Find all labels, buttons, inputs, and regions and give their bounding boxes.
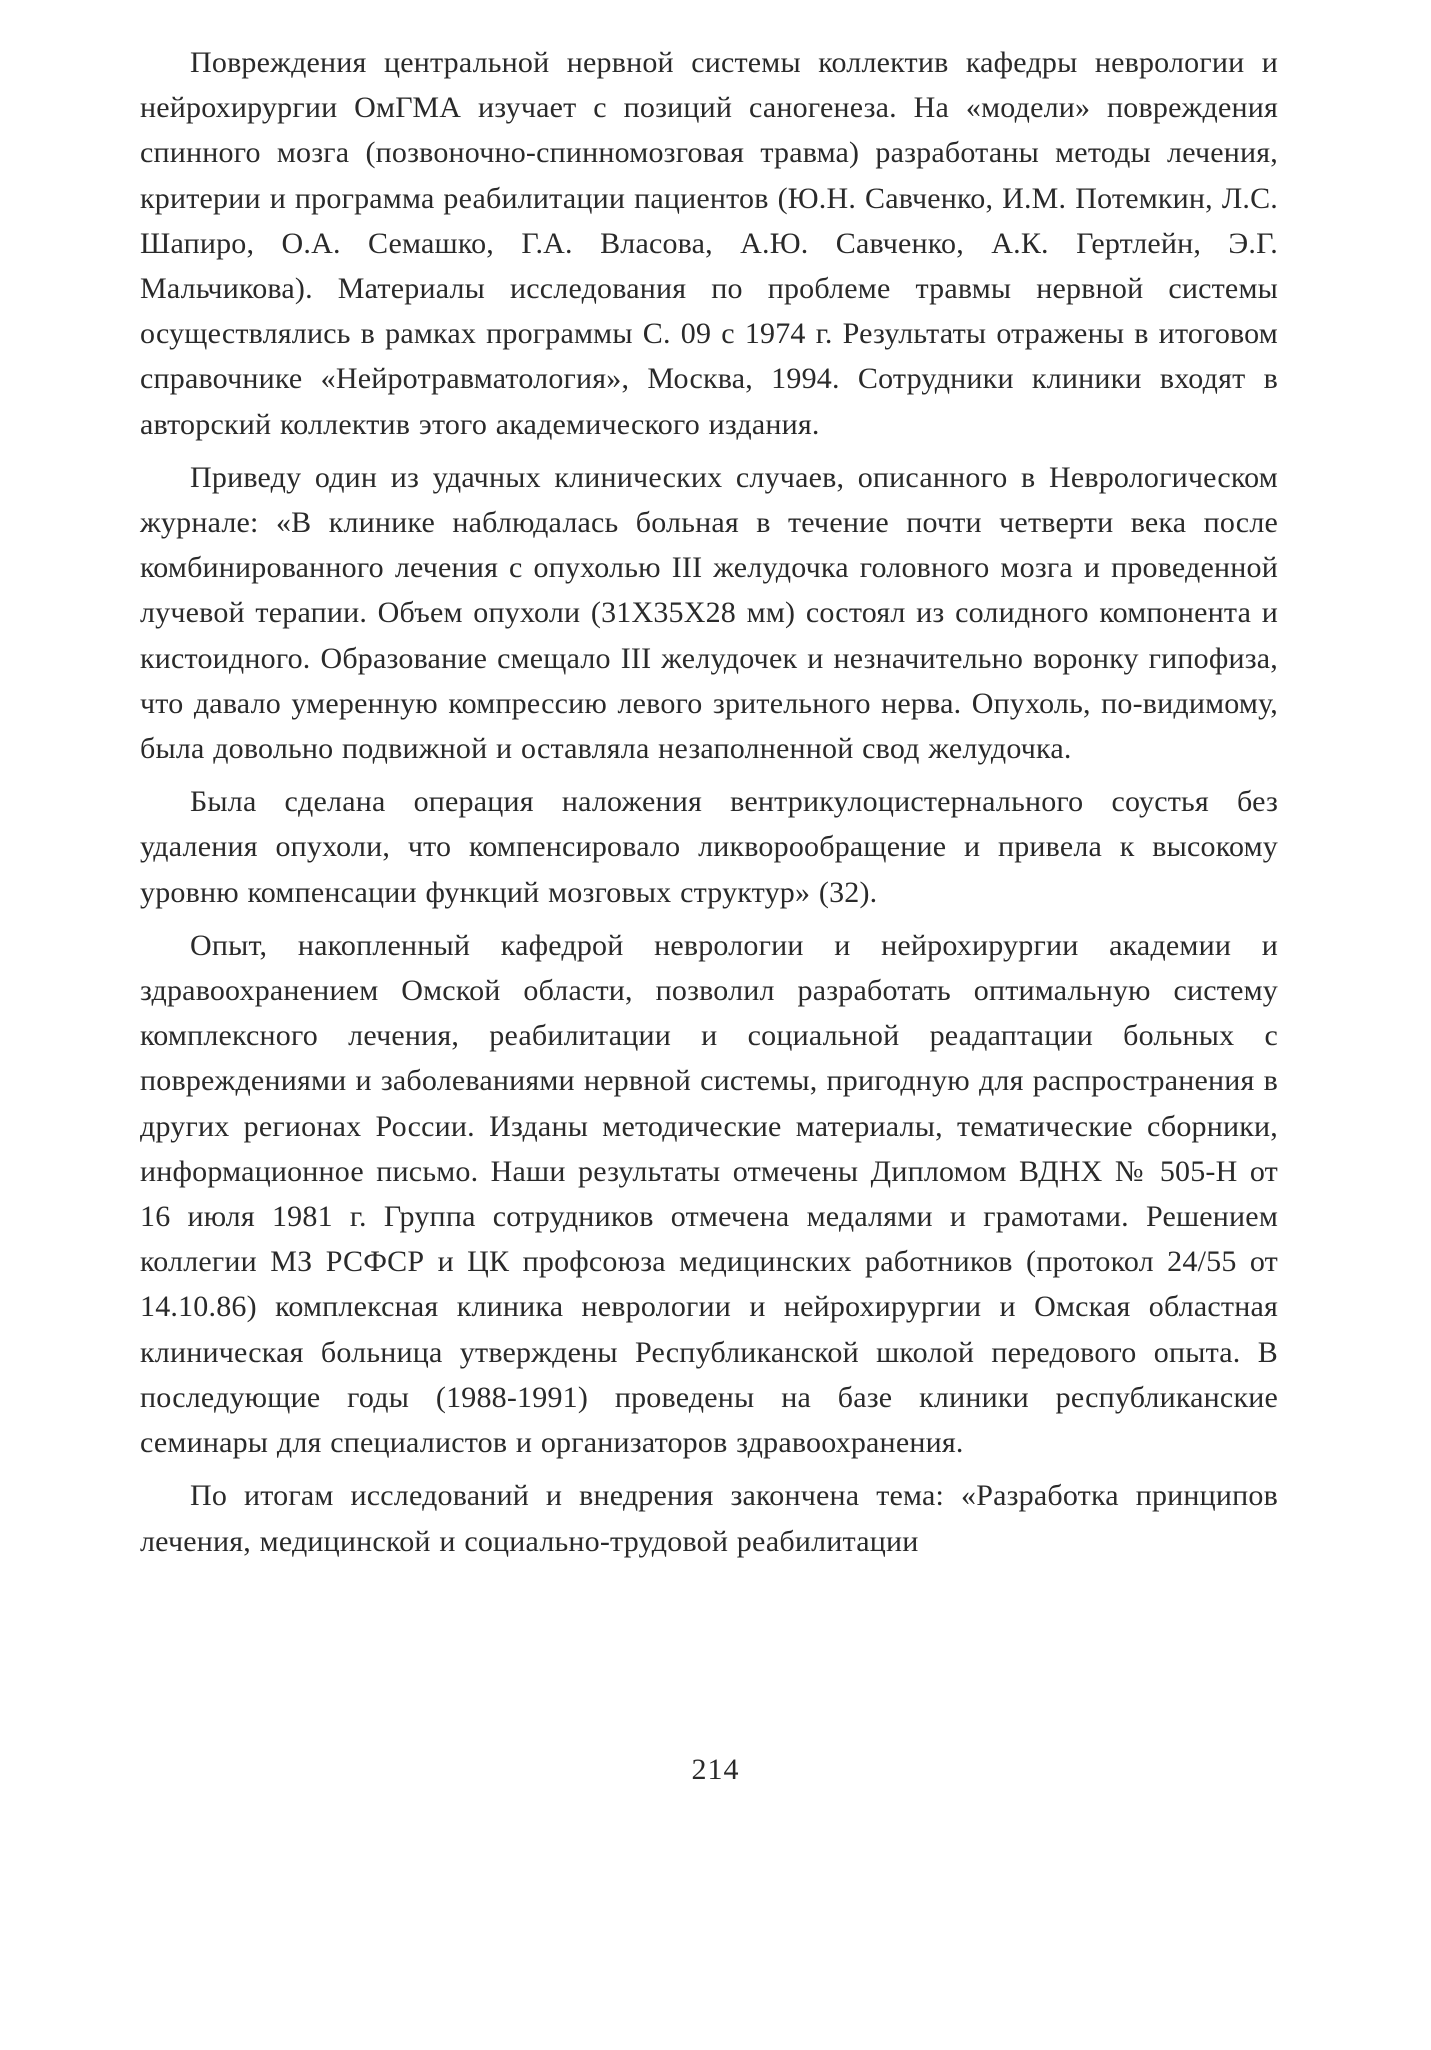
- paragraph-4: Опыт, накопленный кафедрой неврологии и нейрохирургии академии и здравоохранением Омской области, позволил разработать оптимальную систему комплексного лечения, реабилитации и социальной реадаптации больных с повреждениями и заболеваниями нервной системы, пригодную для распространения в других регионах России. Изданы методические материалы, тематические сборники, информационное письмо. Наши результаты отмечены Дипломом ВДНХ № 505-Н от 16 июля 1981 г. Группа сотрудников отмечена медалями и грамотами. Решением коллегии МЗ РСФСР и ЦК профсоюза медицинских работников (протокол 24/55 от 14.10.86) комплексная клиника неврологии и нейрохирургии и Омская областная клиническая больница утверждены Республиканской школой передового опыта. В последующие годы (1988-1991) проведены на базе клиники республиканские семинары для специалистов и организаторов здравоохранения.: [140, 928, 1278, 1460]
- body-text: [140, 40, 1278, 1572]
- paragraph-2: Приведу один из удачных клинических случаев, описанного в Неврологическом журнале: «В клинике наблюдалась больная в течение почти четверти века после комбинированного лечения с опухолью III желудочка головного мозга и проведенной лучевой терапии. Объем опухоли (31Х35Х28 мм) состоял из солидного компонента и кистоидного. Образование смещало III желудочек и незначительно воронку гипофиза, что давало умеренную компрессию левого зрительного нерва. Опухоль, по-видимому, была довольно подвижной и оставляла незаполненной свод желудочка.: [140, 460, 1278, 766]
- paragraph-3: Была сделана операция наложения вентрикулоцистернального соустья без удаления опухоли, что компенсировало ликворообращение и привела к высокому уровню компенсации функций мозговых структур» (32).: [140, 785, 1278, 909]
- paragraph-5: По итогам исследований и внедрения закончена тема: «Разработка принципов лечения, медицинской и социально-трудовой реабилитации: [140, 1479, 1278, 1558]
- paragraph-1: Повреждения центральной нервной системы коллектив кафедры неврологии и нейрохирургии ОмГМА изучает с позиций саногенеза. На «модели» повреждения спинного мозга (позвоночно-спинномозговая травма) разработаны методы лечения, критерии и программа реабилитации пациентов (Ю.Н. Савченко, И.М. Потемкин, Л.С. Шапиро, О.А. Семашко, Г.А. Власова, А.Ю. Савченко, А.К. Гертлейн, Э.Г. Мальчикова). Материалы исследования по проблеме травмы нервной системы осуществлялись в рамках программы С. 09 с 1974 г. Результаты отражены в итоговом справочнике «Нейротравматология», Москва, 1994. Сотрудники клиники входят в авторский коллектив этого академического издания.: [140, 46, 1278, 441]
- page-number: 214: [691, 1753, 740, 1786]
